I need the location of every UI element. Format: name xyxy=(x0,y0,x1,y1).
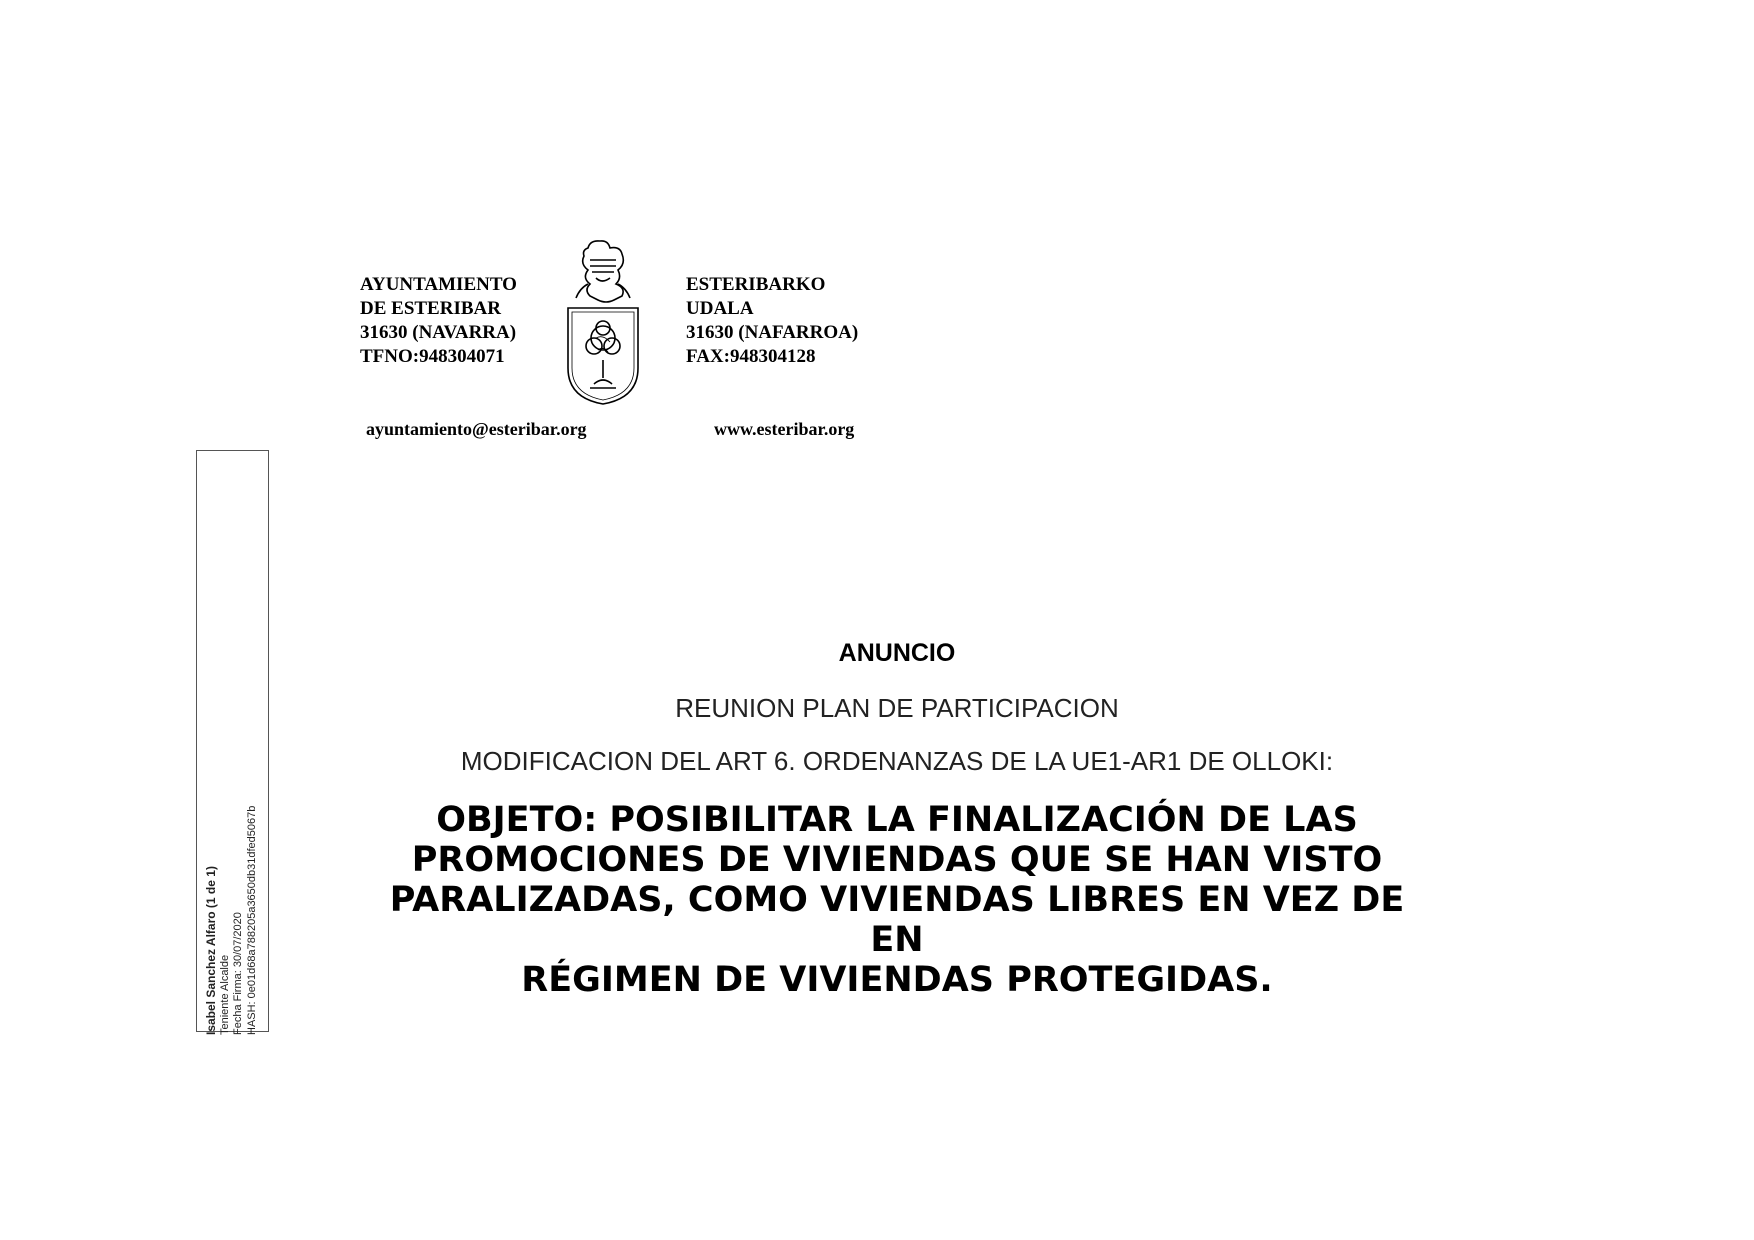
contact-website[interactable]: www.esteribar.org xyxy=(714,419,855,439)
letterhead-line: 31630 (NAVARRA) xyxy=(360,322,517,343)
objeto-line: RÉGIMEN DE VIVIENDAS PROTEGIDAS. xyxy=(521,960,1273,1000)
contact-email[interactable]: ayuntamiento@esteribar.org xyxy=(366,419,587,439)
letterhead-line: 31630 (NAFARROA) xyxy=(686,322,859,343)
document-modification: MODIFICACION DEL ART 6. ORDENANZAS DE LA UE1-AR1 DE OLLOKI: xyxy=(460,746,1334,776)
letterhead-spanish xyxy=(360,273,517,369)
signature-date: Fecha Firma: 30/07/2020 xyxy=(232,912,244,1035)
letterhead-line: AYUNTAMIENTO xyxy=(360,274,517,295)
objeto-line: PROMOCIONES DE VIVIENDAS QUE SE HAN VISTO xyxy=(411,840,1383,880)
signature-hash: HASH: 0e01d68a788205a3650db31dfed5067b xyxy=(245,805,258,1035)
document-objeto xyxy=(330,800,1464,1000)
signature-role: Teniente Alcalde xyxy=(218,954,231,1035)
letterhead-line: DE ESTERIBAR xyxy=(360,298,501,319)
objeto-line: OBJETO: POSIBILITAR LA FINALIZACIÓN DE LAS xyxy=(436,800,1358,840)
objeto-line: PARALIZADAS, COMO VIVIENDAS LIBRES EN VEZ DE xyxy=(389,880,1405,920)
municipal-crest-icon xyxy=(560,238,646,406)
letterhead-line: FAX:948304128 xyxy=(686,346,816,367)
document-subtitle: REUNION PLAN DE PARTICIPACION xyxy=(675,693,1119,723)
document-title: ANUNCIO xyxy=(838,639,956,667)
objeto-line: EN xyxy=(870,920,924,960)
letterhead-basque xyxy=(686,273,858,369)
letterhead-line: ESTERIBARKO xyxy=(686,274,826,295)
signature-signer: Isabel Sanchez Alfaro (1 de 1) xyxy=(204,866,218,1035)
letterhead-line: TFNO:948304071 xyxy=(360,346,505,367)
digital-signature-box xyxy=(196,450,269,1035)
letterhead-line: UDALA xyxy=(686,298,754,319)
